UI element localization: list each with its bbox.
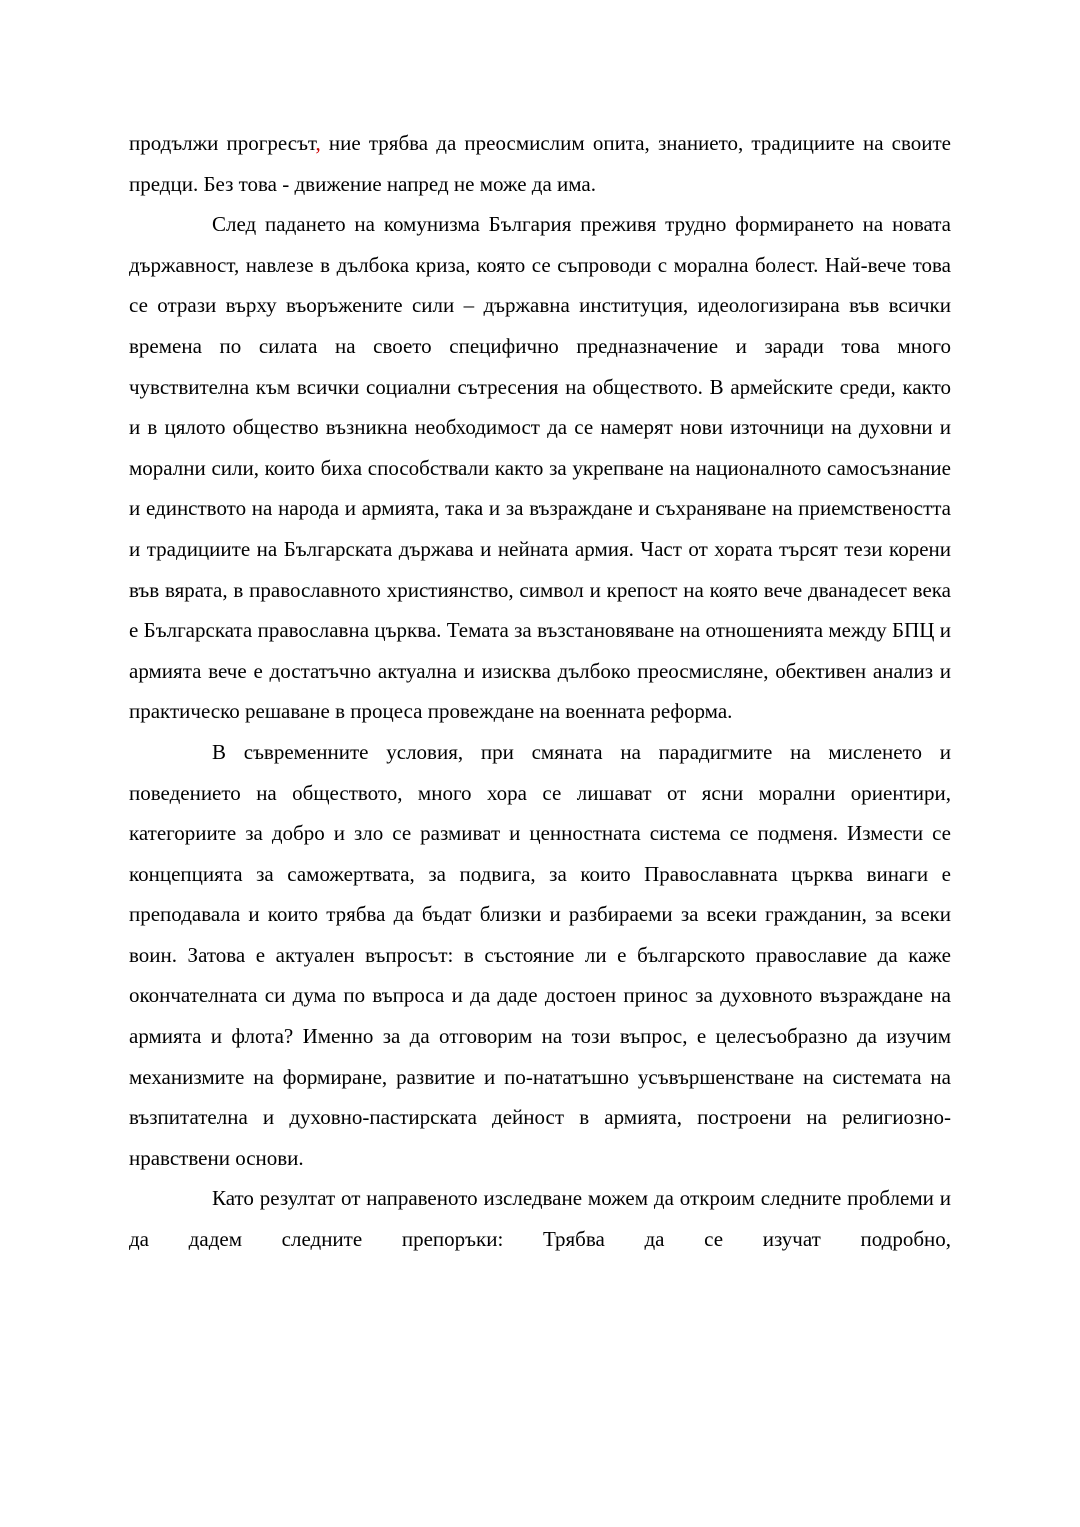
paragraph-1: [129, 123, 951, 204]
red-comma: ,: [315, 131, 321, 155]
document-page: [129, 123, 951, 1260]
paragraph-1-start: продължи прогресът: [129, 131, 316, 155]
paragraph-1-rest: ние трябва да преосмислим опита, знанието, традициите на своите предци. Без това - движение напред не може да има.: [129, 131, 951, 196]
paragraph-3: В съвременните условия, при смяната на парадигмите на мисленето и поведението на обществото, много хора се лишават от ясни морални ориентири, категориите за добро и зло се размиват и ценностната система се подменя. Измести се концепцията за саможертвата, за подвига, за които Православната църква винаги е преподавала и които трябва да бъдат близки и разбираеми за всеки гражданин, за всеки воин. Затова е актуален въпросът: в състояние ли е българското православие да каже окончателната си дума по въпроса и да даде достоен принос за духовното възраждане на армията и флота? Именно за да отговорим на този въпрос, е целесъобразно да изучим механизмите на формиране, развитие и по-нататъшно усъвършенстване на системата на възпитателна и духовно-пастирската дейност в армията, построени на религиозно-нравствени основи.: [129, 739, 951, 1170]
paragraph-4: Като резултат от направеното изследване можем да откроим следните проблеми и да дадем следните препоръки: Трябва да се изучат подробно,: [129, 1186, 951, 1252]
paragraph-2: След падането на комунизма България преживя трудно формирането на новата държавност, навлезе в дълбока криза, която се съпроводи с морална болест. Най-вече това се отрази върху въоръжените сили – държавна институция, идеологизирана във всички времена по силата на своето специфично предназначение и заради това много чувствителна към всички социални сътресения на обществото. В армейските среди, както и в цялото общество възникна необходимост да се намерят нови източници на духовни и морални сили, които биха способствали както за укрепване на националното самосъзнание и единството на народа и армията, така и за възраждане и съхраняване на приемствеността и традициите на Българската държава и нейната армия. Част от хората търсят тези корени във вярата, в православното християнство, символ и крепост на която вече дванадесет века е Българската православна църква. Темата за възстановяване на отношенията между БПЦ и армията вече е достатъчно актуална и изисква дълбоко преосмисляне, обективен анализ и практическо решаване в процеса провеждане на военната реформа.: [129, 212, 951, 724]
